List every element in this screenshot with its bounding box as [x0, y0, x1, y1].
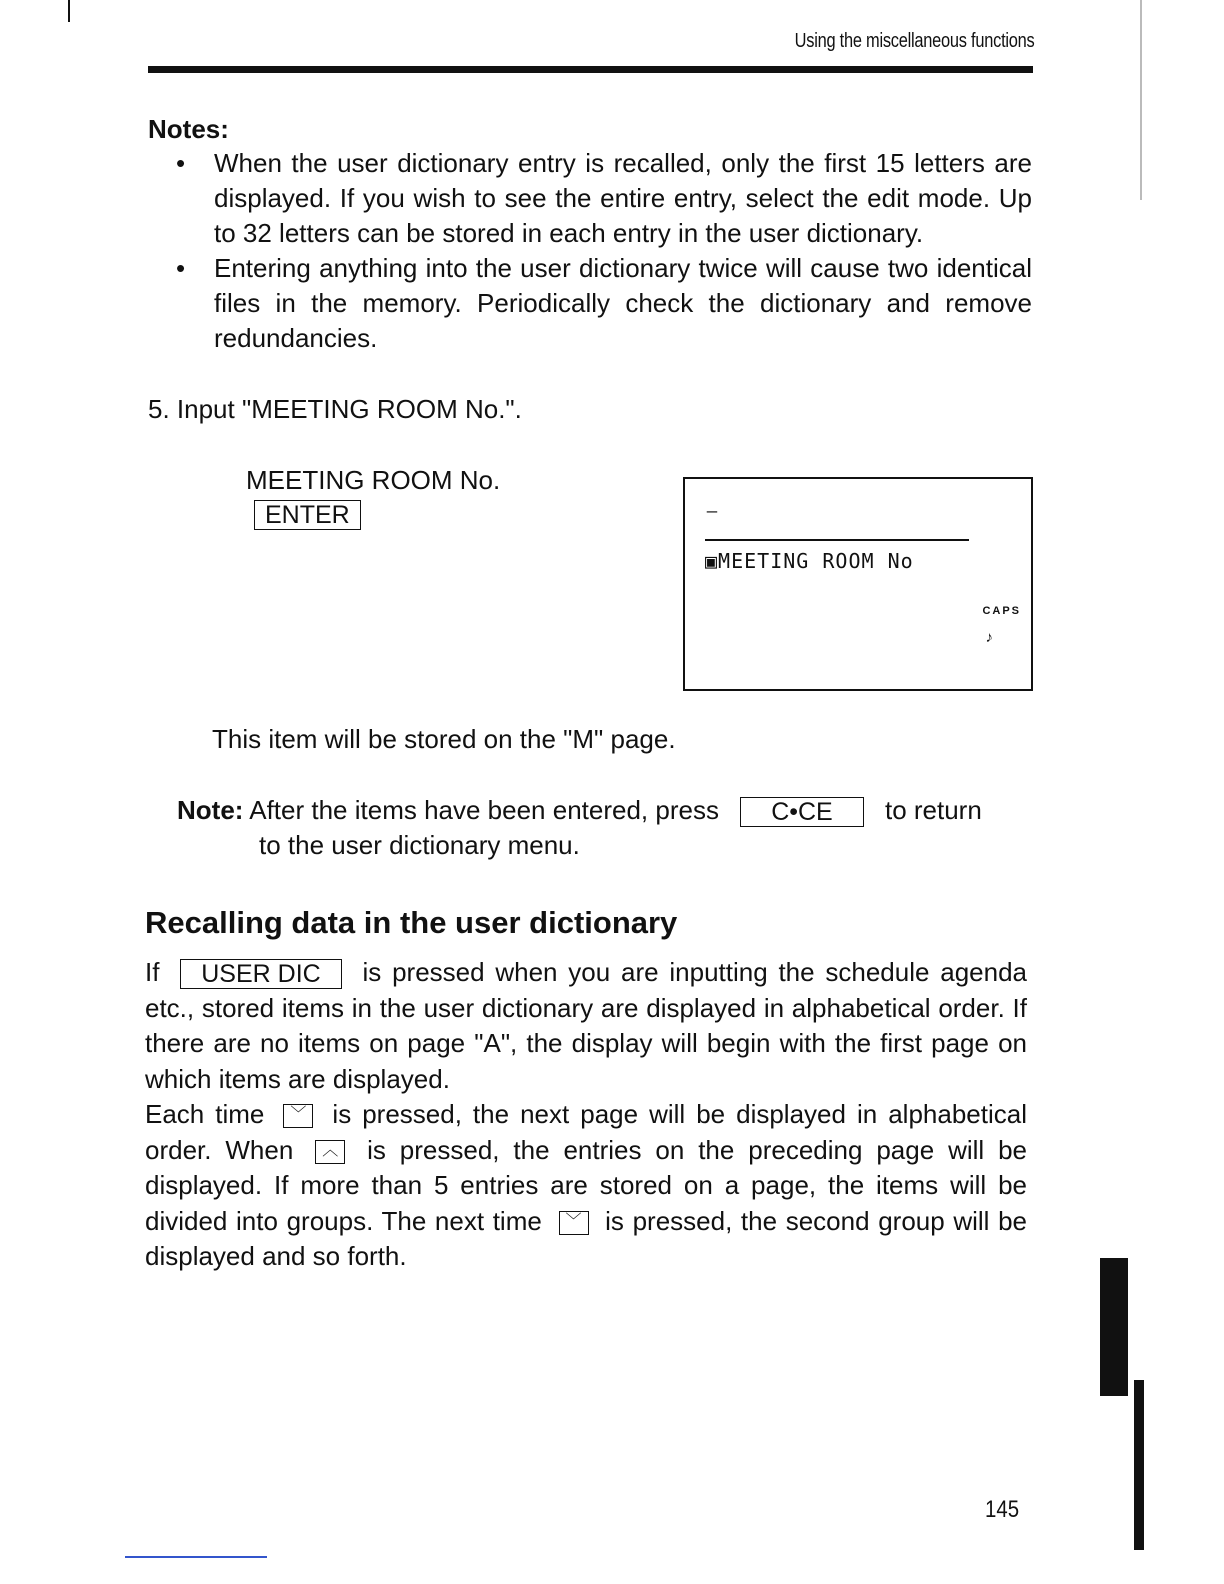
lcd-display — [683, 477, 1033, 691]
header-rule — [148, 66, 1033, 73]
section-body — [145, 955, 1027, 1275]
step-5-text: 5. Input "MEETING ROOM No.". — [148, 394, 522, 424]
thumb-index-mark — [1134, 1380, 1144, 1550]
p2-text-d: is pressed, the second group will be displayed and so forth. — [145, 1205, 1028, 1271]
user-dic-key-label: USER DIC — [180, 959, 341, 989]
lcd-divider — [705, 539, 969, 541]
cce-key-label: C•CE — [740, 797, 864, 827]
paragraph-1 — [145, 955, 1027, 1097]
note-line-2: to the user dictionary menu. — [259, 830, 580, 860]
notes-item: • When the user dictionary entry is recalled, only the first 15 letters are displayed. If you wish to see the entire entry, select the edit mode. Up to 32 letters can be stored in each entry in the user dictionary. — [170, 146, 1032, 251]
note-label: Note: — [177, 795, 244, 825]
page-corner-mark — [68, 0, 70, 22]
up-arrow-icon: ︿ — [315, 1140, 345, 1164]
running-header: Using the miscellaneous functions — [794, 30, 1034, 52]
note-block — [177, 793, 1029, 863]
lcd-cursor: _ — [707, 493, 718, 513]
p1-text-a: If — [145, 957, 160, 987]
note-text-after: to return — [884, 795, 982, 825]
notes-item: • Entering anything into the user dictionary twice will cause two identical files in the memory. Periodically check the dictionary and remove redundancies. — [170, 251, 1032, 356]
scan-edge-line — [1140, 0, 1142, 200]
down-arrow-icon: ﹀ — [283, 1104, 313, 1128]
down-arrow-icon: ﹀ — [559, 1211, 589, 1235]
lcd-entry-text: ▣MEETING ROOM No — [705, 549, 914, 573]
p2-text-b: is pressed, the next page will be displayed in alphabetical order. When — [145, 1099, 1027, 1165]
enter-key-label: ENTER — [254, 500, 361, 530]
lcd-sound-icon: ♪ — [985, 629, 993, 646]
p2-text-a: Each time — [145, 1099, 265, 1129]
lcd-caps-indicator: CAPS — [982, 605, 1021, 617]
page-number: 145 — [985, 1496, 1020, 1523]
note-text-before: After the items have been entered, press — [249, 795, 719, 825]
p2-text-c: is pressed, the entries on the preceding page will be displayed. If more than 5 entries are stored on a page, the items will be divided into groups. The next time — [145, 1134, 1027, 1236]
stored-page-text: This item will be stored on the "M" page. — [212, 724, 676, 754]
paragraph-2 — [145, 1097, 1027, 1275]
section-title: Recalling data in the user dictionary — [145, 905, 678, 940]
footer-line — [125, 1556, 267, 1558]
notes-title: Notes: — [148, 114, 229, 144]
p1-text-b: is pressed when you are inputting the schedule agenda etc., stored items in the user dictionary are displayed in alphabetical order. If there are no items on page "A", the display will begin with the first page on which items are displayed. — [145, 957, 1028, 1094]
step-5-input: MEETING ROOM No. — [246, 465, 501, 495]
enter-key-box — [254, 500, 361, 530]
thumb-index-tab — [1100, 1258, 1128, 1396]
notes-list — [170, 146, 1032, 356]
